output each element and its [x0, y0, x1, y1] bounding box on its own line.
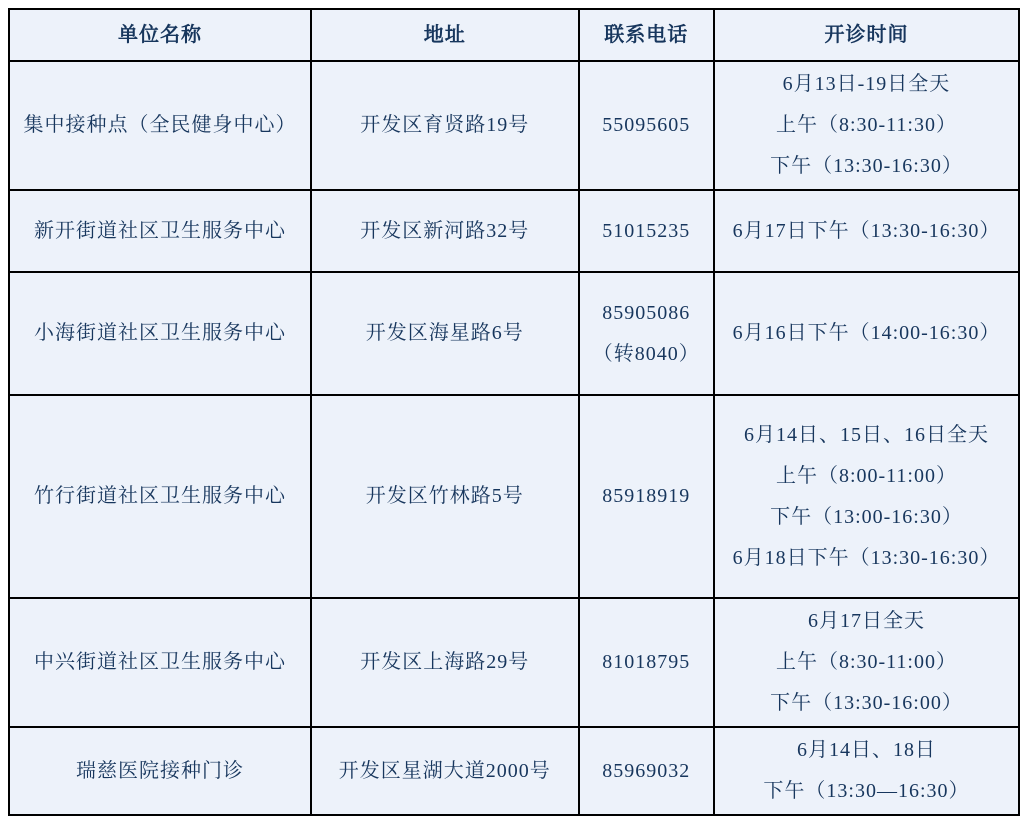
unit-name-cell: 集中接种点（全民健身中心）: [9, 61, 311, 190]
table-row: [9, 190, 1019, 272]
column-header: 地址: [311, 9, 579, 61]
table-row: [9, 61, 1019, 190]
address-cell: 开发区海星路6号: [311, 272, 579, 395]
address-cell: 开发区上海路29号: [311, 598, 579, 727]
phone-cell: 85918919: [579, 395, 714, 598]
hours-line: 6月14日、18日: [796, 739, 936, 761]
hours-line: 6月13日-19日全天: [782, 73, 951, 95]
hours-line: 6月17日下午（13:30-16:30）: [732, 219, 1001, 242]
hours-line: 下午（13:30-16:30）: [770, 155, 963, 177]
hours-line: 6月18日下午（13:30-16:30）: [732, 546, 1001, 569]
address-cell: 开发区新河路32号: [311, 190, 579, 272]
phone-cell: 55095605: [579, 61, 714, 190]
hours-line: 下午（13:00-16:30）: [770, 505, 963, 528]
header-row: [9, 9, 1019, 61]
phone-cell: 51015235: [579, 190, 714, 272]
hours-line: 上午（8:30-11:00）: [775, 651, 957, 673]
hours-cell: [714, 61, 1019, 190]
column-header: 联系电话: [579, 9, 714, 61]
table-row: [9, 598, 1019, 727]
address-cell: 开发区竹林路5号: [311, 395, 579, 598]
hours-line: 上午（8:30-11:30）: [775, 114, 957, 136]
address-cell: 开发区星湖大道2000号: [311, 727, 579, 815]
unit-name-cell: 瑞慈医院接种门诊: [9, 727, 311, 815]
unit-name-cell: 小海街道社区卫生服务中心: [9, 272, 311, 395]
table-row: [9, 272, 1019, 395]
hours-line: 下午（13:30-16:00）: [770, 692, 963, 714]
vaccination-schedule-table: [8, 8, 1020, 816]
unit-name-cell: 竹行街道社区卫生服务中心: [9, 395, 311, 598]
hours-line: 6月17日全天: [807, 610, 925, 632]
hours-cell: [714, 272, 1019, 395]
unit-name-cell: 新开街道社区卫生服务中心: [9, 190, 311, 272]
hours-line: 下午（13:30—16:30）: [763, 780, 970, 802]
table-row: [9, 395, 1019, 598]
hours-line: 6月14日、15日、16日全天: [743, 423, 989, 446]
column-header: 单位名称: [9, 9, 311, 61]
hours-line: 6月16日下午（14:00-16:30）: [732, 322, 1001, 344]
phone-cell: 85969032: [579, 727, 714, 815]
hours-cell: [714, 395, 1019, 598]
phone-cell: 81018795: [579, 598, 714, 727]
unit-name-cell: 中兴街道社区卫生服务中心: [9, 598, 311, 727]
phone-cell: 85905086（转8040）: [579, 272, 714, 395]
address-cell: 开发区育贤路19号: [311, 61, 579, 190]
hours-line: 上午（8:00-11:00）: [775, 464, 957, 487]
column-header: 开诊时间: [714, 9, 1019, 61]
hours-cell: [714, 598, 1019, 727]
hours-cell: [714, 190, 1019, 272]
